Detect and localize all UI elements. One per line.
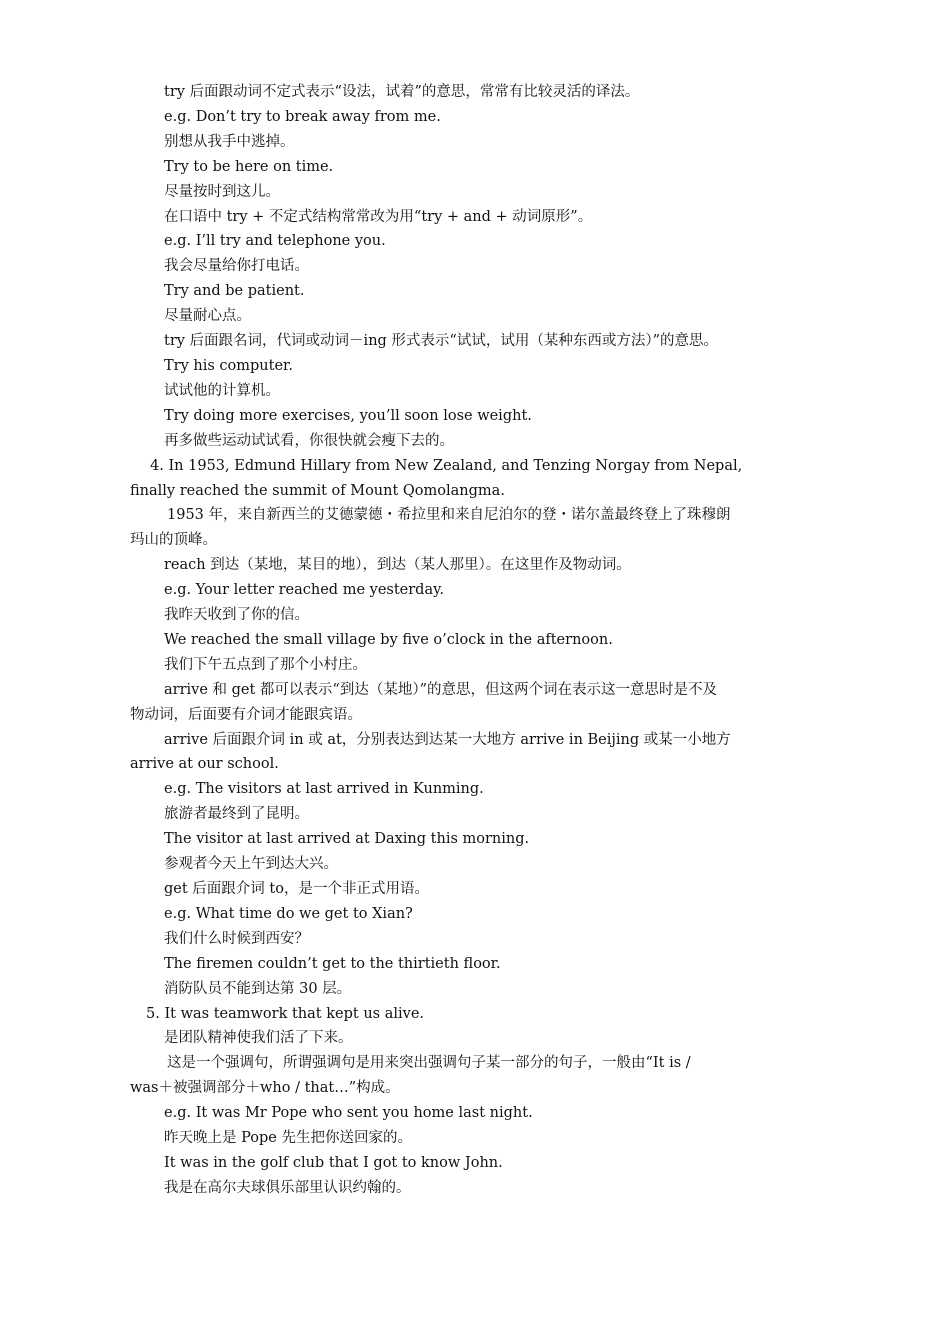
translation-line: 我昨天收到了你的信。: [164, 607, 309, 624]
text-line: arrive 后面跟介词 in 或 at，分别表达到达某一大地方 arrive in Beijing 或某一小地方: [164, 731, 731, 748]
example-line: It was in the golf club that I got to know John.: [164, 1154, 503, 1171]
text-line-continued: 物动词，后面要有介词才能跟宾语。: [130, 706, 362, 723]
translation-line: 旅游者最终到了昆明。: [164, 806, 309, 823]
numbered-item-4-continued: finally reached the summit of Mount Qomolangma.: [130, 482, 505, 499]
example-line: Try doing more exercises, you’ll soon lose weight.: [164, 407, 532, 424]
translation-line: 消防队员不能到达第 30 层。: [164, 980, 352, 997]
translation-line: 我们下午五点到了那个小村庄。: [164, 656, 367, 673]
translation-line: 参观者今天上午到达大兴。: [164, 856, 338, 873]
example-line: e.g. What time do we get to Xian?: [164, 905, 413, 922]
translation-line-continued: 玛山的顶峰。: [130, 532, 217, 549]
text-line: try 后面跟动词不定式表示“设法，试着”的意思，常常有比较灵活的译法。: [164, 84, 640, 100]
example-line: e.g. The visitors at last arrived in Kunming.: [164, 781, 484, 798]
translation-line: 别想从我手中逃掉。: [164, 133, 295, 150]
translation-line: 我是在高尔夫球俱乐部里认识约翰的。: [164, 1179, 411, 1196]
translation-line: 我们什么时候到西安？: [164, 930, 309, 947]
example-line: The visitor at last arrived at Daxing this morning.: [164, 831, 530, 848]
example-line: Try to be here on time.: [164, 158, 334, 175]
text-line: arrive 和 get 都可以表示“到达（某地）”的意思，但这两个词在表示这一意思时是不及: [164, 681, 718, 698]
text-line-continued: arrive at our school.: [130, 756, 279, 773]
numbered-item-5: 5. It was teamwork that kept us alive.: [146, 1005, 425, 1022]
example-line: e.g. Don’t try to break away from me.: [164, 108, 441, 125]
example-line: Try and be patient.: [164, 283, 305, 300]
example-line: e.g. It was Mr Pope who sent you home last night.: [164, 1105, 533, 1122]
translation-line: 再多做些运动试试看，你很快就会瘦下去的。: [164, 432, 454, 449]
text-line-continued: was＋被强调部分＋who / that…”构成。: [130, 1080, 400, 1097]
translation-line: 1953 年，来自新西兰的艾德蒙德・希拉里和来自尼泊尔的登・诺尔盖最终登上了珠穆朗: [167, 507, 731, 524]
text-line: reach 到达（某地，某目的地），到达（某人那里）。在这里作及物动词。: [164, 557, 631, 574]
translation-line: 昨天晚上是 Pope 先生把你送回家的。: [164, 1130, 412, 1147]
example-line: e.g. Your letter reached me yesterday.: [164, 582, 444, 599]
translation-line: 尽量按时到这儿。: [164, 183, 280, 200]
translation-line: 我会尽量给你打电话。: [164, 258, 309, 275]
text-line: get 后面跟介词 to，是一个非正式用语。: [164, 881, 429, 897]
example-line: e.g. I’ll try and telephone you.: [164, 233, 386, 250]
translation-line: 是团队精神使我们活了下来。: [164, 1030, 353, 1047]
example-line: We reached the small village by five o’clock in the afternoon.: [164, 631, 613, 648]
text-line: 在口语中 try + 不定式结构常常改为用“try + and + 动词原形”。: [164, 208, 593, 225]
translation-line: 尽量耐心点。: [164, 308, 251, 325]
example-line: The firemen couldn’t get to the thirtieth floor.: [164, 955, 501, 972]
numbered-item-4: 4. In 1953, Edmund Hillary from New Zealand, and Tenzing Norgay from Nepal,: [150, 457, 743, 474]
text-line: 这是一个强调句，所谓强调句是用来突出强调句子某一部分的句子，一般由“It is /: [167, 1055, 691, 1072]
text-line: try 后面跟名词，代词或动词－ing 形式表示“试试，试用（某种东西或方法）”的意思。: [164, 333, 718, 350]
document-body: [130, 80, 820, 1201]
example-line: Try his computer.: [164, 357, 294, 374]
translation-line: 试试他的计算机。: [164, 382, 280, 399]
